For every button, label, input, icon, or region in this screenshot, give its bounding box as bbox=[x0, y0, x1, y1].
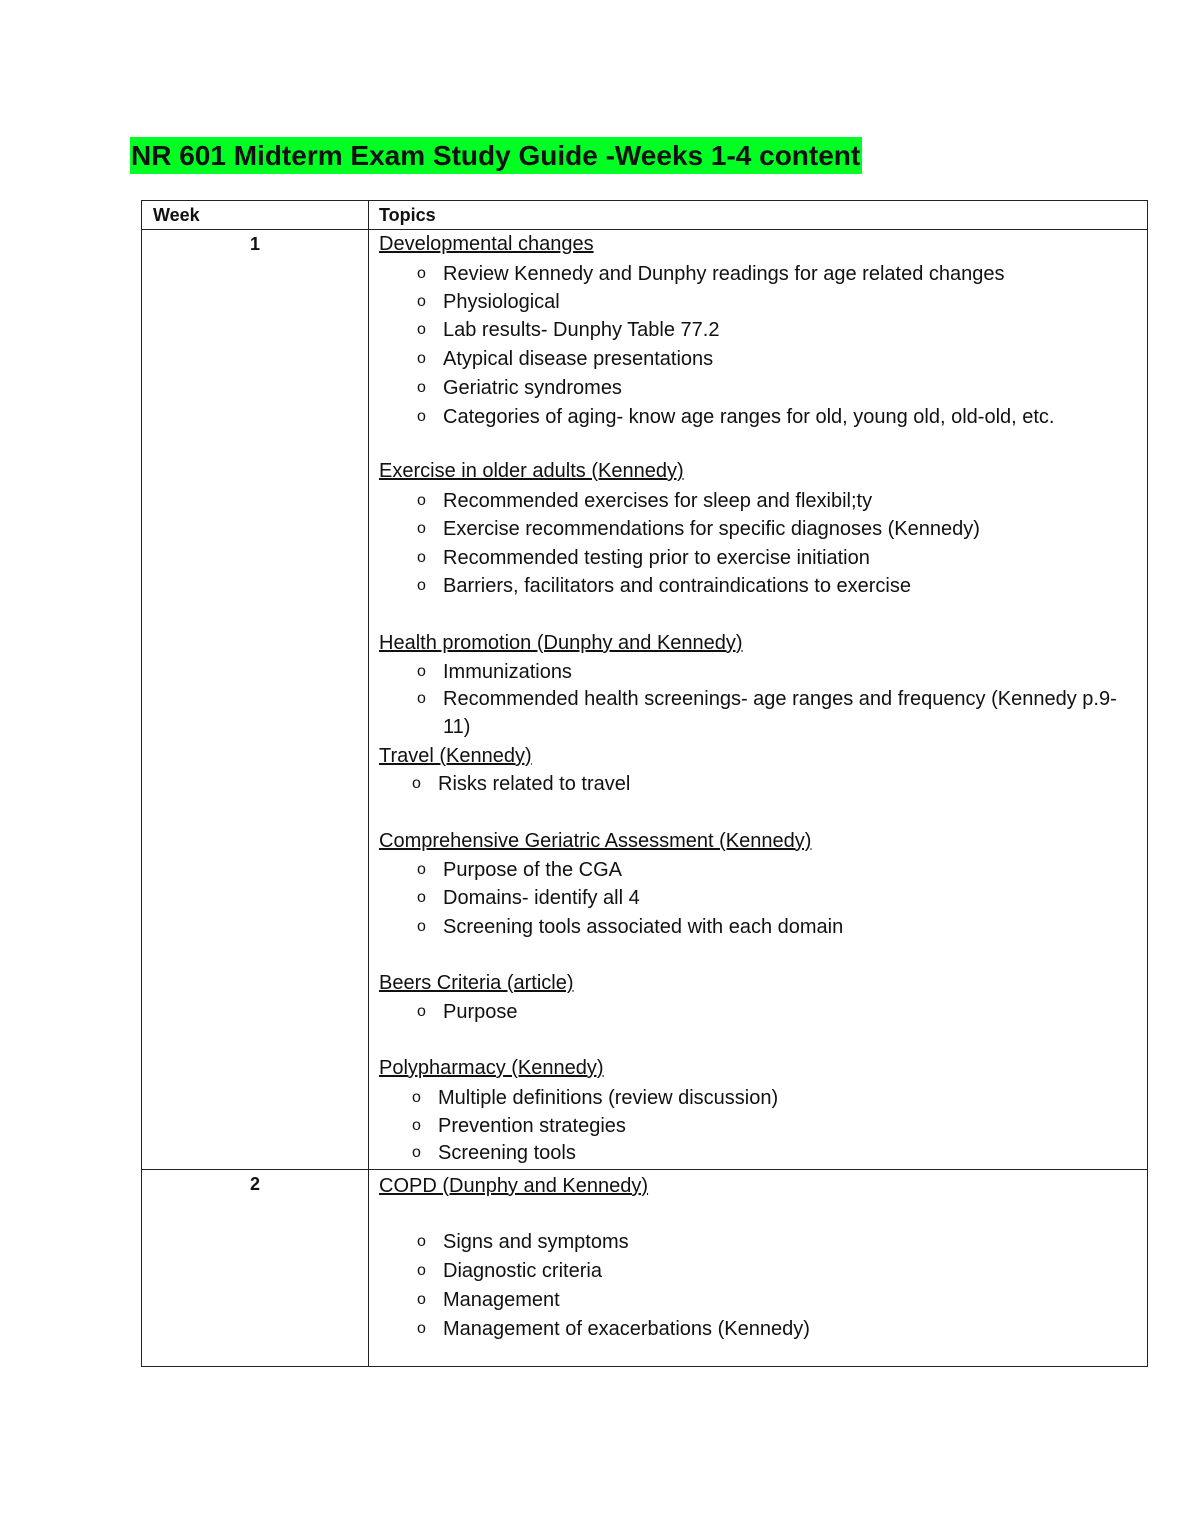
list-item: o Geriatric syndromes bbox=[417, 374, 622, 402]
list-item: o Purpose of the CGA bbox=[417, 856, 622, 884]
week-number: 1 bbox=[249, 234, 260, 254]
bullet-icon: o bbox=[412, 775, 421, 792]
topics-cell bbox=[369, 230, 1147, 1169]
section-heading: Developmental changes bbox=[379, 233, 594, 255]
week-number: 2 bbox=[249, 1174, 260, 1194]
list-item: o Signs and symptoms bbox=[417, 1228, 629, 1256]
bullet-icon: o bbox=[417, 690, 426, 707]
topics-cell bbox=[369, 1170, 1147, 1366]
section-heading: Polypharmacy (Kennedy) bbox=[379, 1057, 604, 1079]
bullet-icon: o bbox=[412, 1089, 421, 1106]
list-item: o Domains- identify all 4 bbox=[417, 884, 640, 912]
table-header-row bbox=[142, 201, 1147, 229]
bullet-icon: o bbox=[417, 663, 426, 680]
list-item: o Exercise recommendations for specific diagnoses (Kennedy) bbox=[417, 515, 980, 543]
list-item: o Recommended exercises for sleep and flexibil;ty bbox=[417, 487, 872, 515]
list-item: o Review Kennedy and Dunphy readings for age related changes bbox=[417, 260, 1004, 288]
list-item: o Management bbox=[417, 1286, 560, 1314]
bullet-icon: o bbox=[417, 549, 426, 566]
bullet-icon: o bbox=[417, 1291, 426, 1308]
list-item: o Barriers, facilitators and contraindications to exercise bbox=[417, 572, 911, 600]
list-item: o Lab results- Dunphy Table 77.2 bbox=[417, 316, 719, 344]
bullet-icon: o bbox=[417, 265, 426, 282]
header-week: Week bbox=[142, 201, 369, 229]
list-item: o Recommended testing prior to exercise initiation bbox=[417, 544, 870, 572]
bullet-icon: o bbox=[417, 1003, 426, 1020]
section-heading: Exercise in older adults (Kennedy) bbox=[379, 460, 684, 482]
list-item: o Screening tools bbox=[412, 1139, 576, 1167]
bullet-icon: o bbox=[417, 379, 426, 396]
list-item: o Categories of aging- know age ranges for old, young old, old-old, etc. bbox=[417, 403, 1054, 431]
bullet-icon: o bbox=[417, 1233, 426, 1250]
list-item: o Prevention strategies bbox=[412, 1112, 626, 1140]
list-item: o Immunizations bbox=[417, 658, 572, 686]
bullet-icon: o bbox=[417, 1262, 426, 1279]
page-title: NR 601 Midterm Exam Study Guide -Weeks 1-4 content bbox=[130, 137, 862, 174]
bullet-icon: o bbox=[417, 492, 426, 509]
bullet-icon: o bbox=[417, 577, 426, 594]
bullet-icon: o bbox=[412, 1144, 421, 1161]
list-item: o Multiple definitions (review discussion) bbox=[412, 1084, 778, 1112]
bullet-icon: o bbox=[417, 408, 426, 425]
list-item: o Screening tools associated with each domain bbox=[417, 913, 843, 941]
week-cell bbox=[142, 1170, 369, 1366]
bullet-icon: o bbox=[417, 350, 426, 367]
section-heading: Beers Criteria (article) bbox=[379, 972, 574, 994]
week-cell bbox=[142, 230, 369, 1169]
table-row-week-2 bbox=[142, 1169, 1147, 1366]
section-heading: Health promotion (Dunphy and Kennedy) bbox=[379, 632, 743, 654]
bullet-icon: o bbox=[417, 293, 426, 310]
list-item: o Atypical disease presentations bbox=[417, 345, 713, 373]
list-item: o Purpose bbox=[417, 998, 518, 1026]
bullet-icon: o bbox=[417, 520, 426, 537]
header-topics: Topics bbox=[379, 205, 436, 225]
bullet-icon: o bbox=[412, 1117, 421, 1134]
list-item: o Risks related to travel bbox=[412, 770, 630, 798]
section-heading: Travel (Kennedy) bbox=[379, 745, 532, 767]
list-item: o Diagnostic criteria bbox=[417, 1257, 602, 1285]
section-heading: Comprehensive Geriatric Assessment (Kennedy) bbox=[379, 830, 812, 852]
section-heading: COPD (Dunphy and Kennedy) bbox=[379, 1175, 649, 1197]
table-row-week-1 bbox=[142, 229, 1147, 1169]
list-item: o Recommended health screenings- age ranges and frequency (Kennedy p.9-11) bbox=[417, 685, 1137, 741]
bullet-icon: o bbox=[417, 918, 426, 935]
study-guide-table bbox=[141, 200, 1148, 1367]
bullet-icon: o bbox=[417, 889, 426, 906]
list-item: o Management of exacerbations (Kennedy) bbox=[417, 1315, 810, 1343]
bullet-icon: o bbox=[417, 861, 426, 878]
bullet-icon: o bbox=[417, 1320, 426, 1337]
list-item: o Physiological bbox=[417, 288, 560, 316]
bullet-icon: o bbox=[417, 321, 426, 338]
